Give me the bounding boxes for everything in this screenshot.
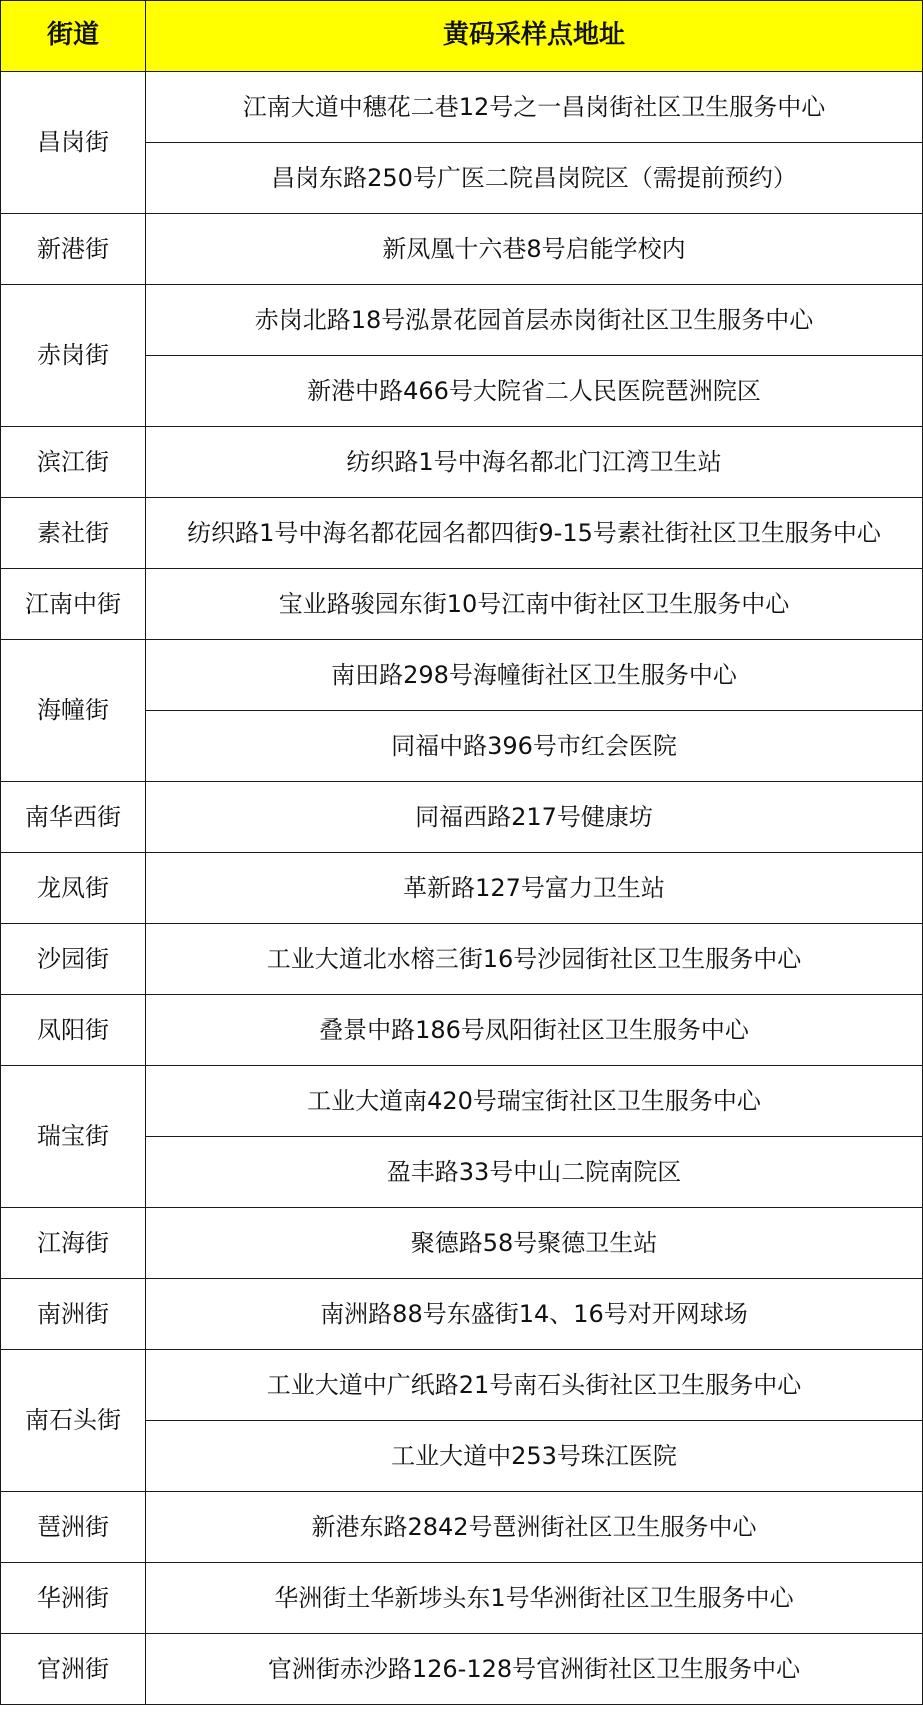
- address-cell: 南洲路88号东盛街14、16号对开网球场: [146, 1279, 923, 1350]
- table-row: [1, 1350, 923, 1421]
- table-row: [1, 569, 923, 640]
- street-cell: 赤岗街: [1, 285, 146, 427]
- address-cell: 昌岗东路250号广医二院昌岗院区（需提前预约）: [146, 143, 923, 214]
- address-cell: 工业大道北水榕三街16号沙园街社区卫生服务中心: [146, 924, 923, 995]
- street-cell: 华洲街: [1, 1563, 146, 1634]
- address-cell: 工业大道南420号瑞宝街社区卫生服务中心: [146, 1066, 923, 1137]
- table-row: [1, 1492, 923, 1563]
- address-cell: 同福西路217号健康坊: [146, 782, 923, 853]
- address-cell: 宝业路骏园东街10号江南中街社区卫生服务中心: [146, 569, 923, 640]
- table-row: [1, 72, 923, 143]
- table-row: [1, 1279, 923, 1350]
- street-cell: 江南中街: [1, 569, 146, 640]
- street-cell: 南华西街: [1, 782, 146, 853]
- table-row: [1, 924, 923, 995]
- address-cell: 赤岗北路18号泓景花园首层赤岗街社区卫生服务中心: [146, 285, 923, 356]
- street-cell: 新港街: [1, 214, 146, 285]
- table-row: [1, 782, 923, 853]
- address-cell: 同福中路396号市红会医院: [146, 711, 923, 782]
- table-row: [1, 285, 923, 356]
- address-cell: 聚德路58号聚德卫生站: [146, 1208, 923, 1279]
- address-cell: 江南大道中穗花二巷12号之一昌岗街社区卫生服务中心: [146, 72, 923, 143]
- address-cell: 新凤凰十六巷8号启能学校内: [146, 214, 923, 285]
- table-row: [1, 995, 923, 1066]
- street-cell: 素社街: [1, 498, 146, 569]
- street-cell: 昌岗街: [1, 72, 146, 214]
- address-cell: 官洲街赤沙路126-128号官洲街社区卫生服务中心: [146, 1634, 923, 1705]
- address-cell: 南田路298号海幢街社区卫生服务中心: [146, 640, 923, 711]
- address-cell: 盈丰路33号中山二院南院区: [146, 1137, 923, 1208]
- address-cell: 纺织路1号中海名都花园名都四街9-15号素社街社区卫生服务中心: [146, 498, 923, 569]
- street-cell: 滨江街: [1, 427, 146, 498]
- street-cell: 瑞宝街: [1, 1066, 146, 1208]
- table-row: [1, 427, 923, 498]
- street-cell: 凤阳街: [1, 995, 146, 1066]
- address-cell: 工业大道中广纸路21号南石头街社区卫生服务中心: [146, 1350, 923, 1421]
- street-cell: 琶洲街: [1, 1492, 146, 1563]
- table-row: [1, 498, 923, 569]
- table-row: [1, 1634, 923, 1705]
- address-cell: 工业大道中253号珠江医院: [146, 1421, 923, 1492]
- table-header: [1, 1, 923, 72]
- table-row: [1, 640, 923, 711]
- street-cell: 龙凤街: [1, 853, 146, 924]
- table-row: [1, 1563, 923, 1634]
- address-cell: 新港东路2842号琶洲街社区卫生服务中心: [146, 1492, 923, 1563]
- address-cell: 革新路127号富力卫生站: [146, 853, 923, 924]
- table-row: [1, 1066, 923, 1137]
- street-cell: 官洲街: [1, 1634, 146, 1705]
- street-cell: 南洲街: [1, 1279, 146, 1350]
- street-cell: 海幢街: [1, 640, 146, 782]
- address-cell: 叠景中路186号凤阳街社区卫生服务中心: [146, 995, 923, 1066]
- address-cell: 纺织路1号中海名都北门江湾卫生站: [146, 427, 923, 498]
- street-cell: 南石头街: [1, 1350, 146, 1492]
- table-row: [1, 1208, 923, 1279]
- header-address: 黄码采样点地址: [146, 1, 923, 72]
- table-body: [1, 72, 923, 1705]
- header-row: [1, 1, 923, 72]
- address-cell: 华洲街土华新埗头东1号华洲街社区卫生服务中心: [146, 1563, 923, 1634]
- street-cell: 江海街: [1, 1208, 146, 1279]
- address-cell: 新港中路466号大院省二人民医院琶洲院区: [146, 356, 923, 427]
- street-cell: 沙园街: [1, 924, 146, 995]
- table-row: [1, 214, 923, 285]
- header-street: 街道: [1, 1, 146, 72]
- table-row: [1, 853, 923, 924]
